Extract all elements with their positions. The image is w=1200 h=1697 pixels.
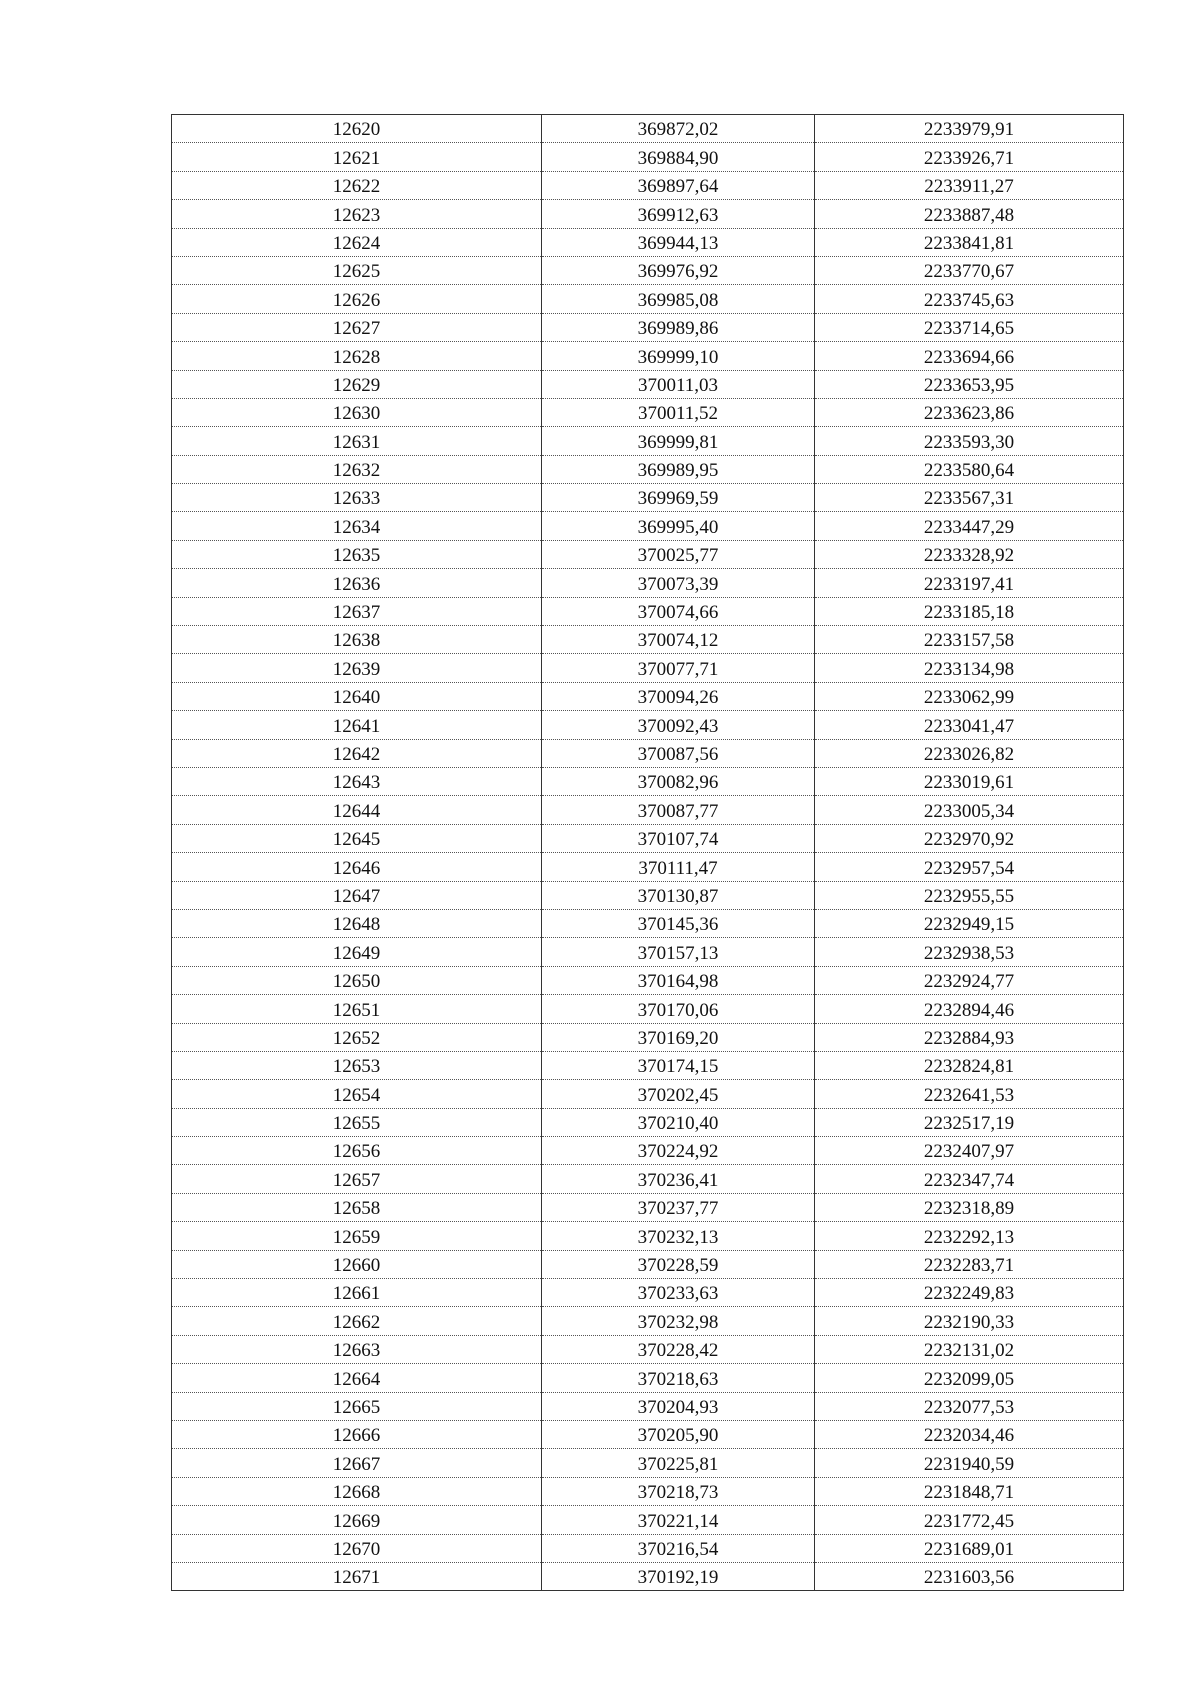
x-coordinate-cell: 370221,14 xyxy=(542,1506,815,1534)
table-row xyxy=(172,1307,1124,1335)
x-coordinate-cell: 370237,77 xyxy=(542,1193,815,1221)
table-row xyxy=(172,398,1124,426)
y-coordinate-cell: 2233623,86 xyxy=(815,398,1124,426)
table-row xyxy=(172,767,1124,795)
point-number-cell: 12636 xyxy=(172,569,542,597)
y-coordinate-cell: 2231689,01 xyxy=(815,1534,1124,1562)
table-row xyxy=(172,1562,1124,1590)
table-row xyxy=(172,512,1124,540)
x-coordinate-cell: 370218,63 xyxy=(542,1364,815,1392)
y-coordinate-cell: 2232318,89 xyxy=(815,1193,1124,1221)
coordinates-table xyxy=(171,114,1124,1591)
point-number-cell: 12631 xyxy=(172,427,542,455)
point-number-cell: 12621 xyxy=(172,143,542,171)
point-number-cell: 12623 xyxy=(172,200,542,228)
y-coordinate-cell: 2233567,31 xyxy=(815,484,1124,512)
point-number-cell: 12647 xyxy=(172,881,542,909)
y-coordinate-cell: 2233714,65 xyxy=(815,313,1124,341)
x-coordinate-cell: 370074,66 xyxy=(542,597,815,625)
point-number-cell: 12639 xyxy=(172,654,542,682)
table-row xyxy=(172,626,1124,654)
x-coordinate-cell: 370216,54 xyxy=(542,1534,815,1562)
point-number-cell: 12646 xyxy=(172,853,542,881)
x-coordinate-cell: 369884,90 xyxy=(542,143,815,171)
y-coordinate-cell: 2232955,55 xyxy=(815,881,1124,909)
point-number-cell: 12640 xyxy=(172,682,542,710)
point-number-cell: 12654 xyxy=(172,1080,542,1108)
table-row xyxy=(172,540,1124,568)
table-row xyxy=(172,1279,1124,1307)
point-number-cell: 12650 xyxy=(172,966,542,994)
point-number-cell: 12658 xyxy=(172,1193,542,1221)
point-number-cell: 12635 xyxy=(172,540,542,568)
y-coordinate-cell: 2233134,98 xyxy=(815,654,1124,682)
table-row xyxy=(172,739,1124,767)
table-row xyxy=(172,569,1124,597)
x-coordinate-cell: 369989,95 xyxy=(542,455,815,483)
table-row xyxy=(172,484,1124,512)
table-row xyxy=(172,1108,1124,1136)
point-number-cell: 12632 xyxy=(172,455,542,483)
y-coordinate-cell: 2232924,77 xyxy=(815,966,1124,994)
x-coordinate-cell: 370087,56 xyxy=(542,739,815,767)
x-coordinate-cell: 370087,77 xyxy=(542,796,815,824)
table-row xyxy=(172,1137,1124,1165)
y-coordinate-cell: 2233926,71 xyxy=(815,143,1124,171)
table-row xyxy=(172,1335,1124,1363)
y-coordinate-cell: 2233887,48 xyxy=(815,200,1124,228)
point-number-cell: 12637 xyxy=(172,597,542,625)
x-coordinate-cell: 369995,40 xyxy=(542,512,815,540)
x-coordinate-cell: 370157,13 xyxy=(542,938,815,966)
table-row xyxy=(172,654,1124,682)
table-row xyxy=(172,853,1124,881)
y-coordinate-cell: 2231940,59 xyxy=(815,1449,1124,1477)
point-number-cell: 12668 xyxy=(172,1477,542,1505)
table-row xyxy=(172,1534,1124,1562)
point-number-cell: 12643 xyxy=(172,767,542,795)
y-coordinate-cell: 2232099,05 xyxy=(815,1364,1124,1392)
table-row xyxy=(172,285,1124,313)
y-coordinate-cell: 2233005,34 xyxy=(815,796,1124,824)
y-coordinate-cell: 2232938,53 xyxy=(815,938,1124,966)
table-row xyxy=(172,1023,1124,1051)
x-coordinate-cell: 370205,90 xyxy=(542,1420,815,1448)
y-coordinate-cell: 2232884,93 xyxy=(815,1023,1124,1051)
y-coordinate-cell: 2233019,61 xyxy=(815,767,1124,795)
x-coordinate-cell: 370232,13 xyxy=(542,1222,815,1250)
point-number-cell: 12648 xyxy=(172,909,542,937)
table-row xyxy=(172,1477,1124,1505)
y-coordinate-cell: 2232824,81 xyxy=(815,1051,1124,1079)
y-coordinate-cell: 2232131,02 xyxy=(815,1335,1124,1363)
y-coordinate-cell: 2233979,91 xyxy=(815,115,1124,143)
table-row xyxy=(172,427,1124,455)
x-coordinate-cell: 370202,45 xyxy=(542,1080,815,1108)
table-row xyxy=(172,342,1124,370)
y-coordinate-cell: 2233197,41 xyxy=(815,569,1124,597)
point-number-cell: 12629 xyxy=(172,370,542,398)
table-row xyxy=(172,370,1124,398)
y-coordinate-cell: 2232957,54 xyxy=(815,853,1124,881)
point-number-cell: 12651 xyxy=(172,995,542,1023)
x-coordinate-cell: 370169,20 xyxy=(542,1023,815,1051)
table-row xyxy=(172,909,1124,937)
table-row xyxy=(172,1165,1124,1193)
y-coordinate-cell: 2233653,95 xyxy=(815,370,1124,398)
x-coordinate-cell: 369999,81 xyxy=(542,427,815,455)
x-coordinate-cell: 370074,12 xyxy=(542,626,815,654)
y-coordinate-cell: 2231772,45 xyxy=(815,1506,1124,1534)
point-number-cell: 12652 xyxy=(172,1023,542,1051)
y-coordinate-cell: 2233157,58 xyxy=(815,626,1124,654)
table-row xyxy=(172,824,1124,852)
y-coordinate-cell: 2233185,18 xyxy=(815,597,1124,625)
x-coordinate-cell: 370025,77 xyxy=(542,540,815,568)
x-coordinate-cell: 369872,02 xyxy=(542,115,815,143)
x-coordinate-cell: 370204,93 xyxy=(542,1392,815,1420)
point-number-cell: 12656 xyxy=(172,1137,542,1165)
point-number-cell: 12669 xyxy=(172,1506,542,1534)
x-coordinate-cell: 370073,39 xyxy=(542,569,815,597)
y-coordinate-cell: 2232283,71 xyxy=(815,1250,1124,1278)
y-coordinate-cell: 2233745,63 xyxy=(815,285,1124,313)
point-number-cell: 12627 xyxy=(172,313,542,341)
y-coordinate-cell: 2233593,30 xyxy=(815,427,1124,455)
point-number-cell: 12663 xyxy=(172,1335,542,1363)
table-row xyxy=(172,256,1124,284)
y-coordinate-cell: 2233770,67 xyxy=(815,256,1124,284)
x-coordinate-cell: 370232,98 xyxy=(542,1307,815,1335)
point-number-cell: 12662 xyxy=(172,1307,542,1335)
y-coordinate-cell: 2231848,71 xyxy=(815,1477,1124,1505)
table-row xyxy=(172,938,1124,966)
point-number-cell: 12664 xyxy=(172,1364,542,1392)
y-coordinate-cell: 2232347,74 xyxy=(815,1165,1124,1193)
table-row xyxy=(172,1250,1124,1278)
y-coordinate-cell: 2232517,19 xyxy=(815,1108,1124,1136)
table-row xyxy=(172,1449,1124,1477)
point-number-cell: 12634 xyxy=(172,512,542,540)
table-row xyxy=(172,313,1124,341)
point-number-cell: 12644 xyxy=(172,796,542,824)
point-number-cell: 12653 xyxy=(172,1051,542,1079)
x-coordinate-cell: 370145,36 xyxy=(542,909,815,937)
y-coordinate-cell: 2233328,92 xyxy=(815,540,1124,568)
y-coordinate-cell: 2232949,15 xyxy=(815,909,1124,937)
point-number-cell: 12667 xyxy=(172,1449,542,1477)
table-row xyxy=(172,796,1124,824)
x-coordinate-cell: 369912,63 xyxy=(542,200,815,228)
x-coordinate-cell: 370164,98 xyxy=(542,966,815,994)
x-coordinate-cell: 369976,92 xyxy=(542,256,815,284)
coordinates-table-body xyxy=(172,115,1124,1591)
y-coordinate-cell: 2233062,99 xyxy=(815,682,1124,710)
y-coordinate-cell: 2233580,64 xyxy=(815,455,1124,483)
x-coordinate-cell: 370082,96 xyxy=(542,767,815,795)
y-coordinate-cell: 2233447,29 xyxy=(815,512,1124,540)
y-coordinate-cell: 2232249,83 xyxy=(815,1279,1124,1307)
y-coordinate-cell: 2233841,81 xyxy=(815,228,1124,256)
point-number-cell: 12625 xyxy=(172,256,542,284)
table-row xyxy=(172,200,1124,228)
table-row xyxy=(172,143,1124,171)
point-number-cell: 12620 xyxy=(172,115,542,143)
point-number-cell: 12665 xyxy=(172,1392,542,1420)
x-coordinate-cell: 369985,08 xyxy=(542,285,815,313)
table-row xyxy=(172,1222,1124,1250)
table-row xyxy=(172,995,1124,1023)
x-coordinate-cell: 370094,26 xyxy=(542,682,815,710)
x-coordinate-cell: 370192,19 xyxy=(542,1562,815,1590)
point-number-cell: 12657 xyxy=(172,1165,542,1193)
y-coordinate-cell: 2232894,46 xyxy=(815,995,1124,1023)
point-number-cell: 12630 xyxy=(172,398,542,426)
x-coordinate-cell: 370218,73 xyxy=(542,1477,815,1505)
x-coordinate-cell: 370011,03 xyxy=(542,370,815,398)
x-coordinate-cell: 370210,40 xyxy=(542,1108,815,1136)
table-row xyxy=(172,881,1124,909)
x-coordinate-cell: 370228,59 xyxy=(542,1250,815,1278)
y-coordinate-cell: 2231603,56 xyxy=(815,1562,1124,1590)
x-coordinate-cell: 370233,63 xyxy=(542,1279,815,1307)
y-coordinate-cell: 2232970,92 xyxy=(815,824,1124,852)
y-coordinate-cell: 2232077,53 xyxy=(815,1392,1124,1420)
table-row xyxy=(172,682,1124,710)
x-coordinate-cell: 369999,10 xyxy=(542,342,815,370)
x-coordinate-cell: 370225,81 xyxy=(542,1449,815,1477)
x-coordinate-cell: 370077,71 xyxy=(542,654,815,682)
x-coordinate-cell: 370107,74 xyxy=(542,824,815,852)
y-coordinate-cell: 2233041,47 xyxy=(815,711,1124,739)
point-number-cell: 12622 xyxy=(172,171,542,199)
y-coordinate-cell: 2232407,97 xyxy=(815,1137,1124,1165)
y-coordinate-cell: 2233026,82 xyxy=(815,739,1124,767)
x-coordinate-cell: 369944,13 xyxy=(542,228,815,256)
y-coordinate-cell: 2232034,46 xyxy=(815,1420,1124,1448)
y-coordinate-cell: 2233694,66 xyxy=(815,342,1124,370)
y-coordinate-cell: 2232641,53 xyxy=(815,1080,1124,1108)
table-row xyxy=(172,455,1124,483)
table-row xyxy=(172,1193,1124,1221)
table-row xyxy=(172,711,1124,739)
point-number-cell: 12649 xyxy=(172,938,542,966)
x-coordinate-cell: 370236,41 xyxy=(542,1165,815,1193)
point-number-cell: 12626 xyxy=(172,285,542,313)
point-number-cell: 12641 xyxy=(172,711,542,739)
x-coordinate-cell: 370174,15 xyxy=(542,1051,815,1079)
table-row xyxy=(172,1506,1124,1534)
table-row xyxy=(172,1364,1124,1392)
x-coordinate-cell: 369989,86 xyxy=(542,313,815,341)
table-row xyxy=(172,171,1124,199)
table-row xyxy=(172,115,1124,143)
x-coordinate-cell: 370224,92 xyxy=(542,1137,815,1165)
x-coordinate-cell: 370170,06 xyxy=(542,995,815,1023)
table-row xyxy=(172,1051,1124,1079)
x-coordinate-cell: 370228,42 xyxy=(542,1335,815,1363)
x-coordinate-cell: 370092,43 xyxy=(542,711,815,739)
point-number-cell: 12628 xyxy=(172,342,542,370)
x-coordinate-cell: 369897,64 xyxy=(542,171,815,199)
point-number-cell: 12638 xyxy=(172,626,542,654)
point-number-cell: 12645 xyxy=(172,824,542,852)
table-row xyxy=(172,1080,1124,1108)
y-coordinate-cell: 2233911,27 xyxy=(815,171,1124,199)
y-coordinate-cell: 2232190,33 xyxy=(815,1307,1124,1335)
point-number-cell: 12624 xyxy=(172,228,542,256)
table-row xyxy=(172,1420,1124,1448)
x-coordinate-cell: 370011,52 xyxy=(542,398,815,426)
table-row xyxy=(172,1392,1124,1420)
point-number-cell: 12671 xyxy=(172,1562,542,1590)
table-row xyxy=(172,966,1124,994)
point-number-cell: 12659 xyxy=(172,1222,542,1250)
table-row xyxy=(172,597,1124,625)
point-number-cell: 12642 xyxy=(172,739,542,767)
x-coordinate-cell: 370130,87 xyxy=(542,881,815,909)
x-coordinate-cell: 369969,59 xyxy=(542,484,815,512)
point-number-cell: 12670 xyxy=(172,1534,542,1562)
point-number-cell: 12633 xyxy=(172,484,542,512)
point-number-cell: 12661 xyxy=(172,1279,542,1307)
point-number-cell: 12655 xyxy=(172,1108,542,1136)
x-coordinate-cell: 370111,47 xyxy=(542,853,815,881)
point-number-cell: 12660 xyxy=(172,1250,542,1278)
table-row xyxy=(172,228,1124,256)
y-coordinate-cell: 2232292,13 xyxy=(815,1222,1124,1250)
point-number-cell: 12666 xyxy=(172,1420,542,1448)
